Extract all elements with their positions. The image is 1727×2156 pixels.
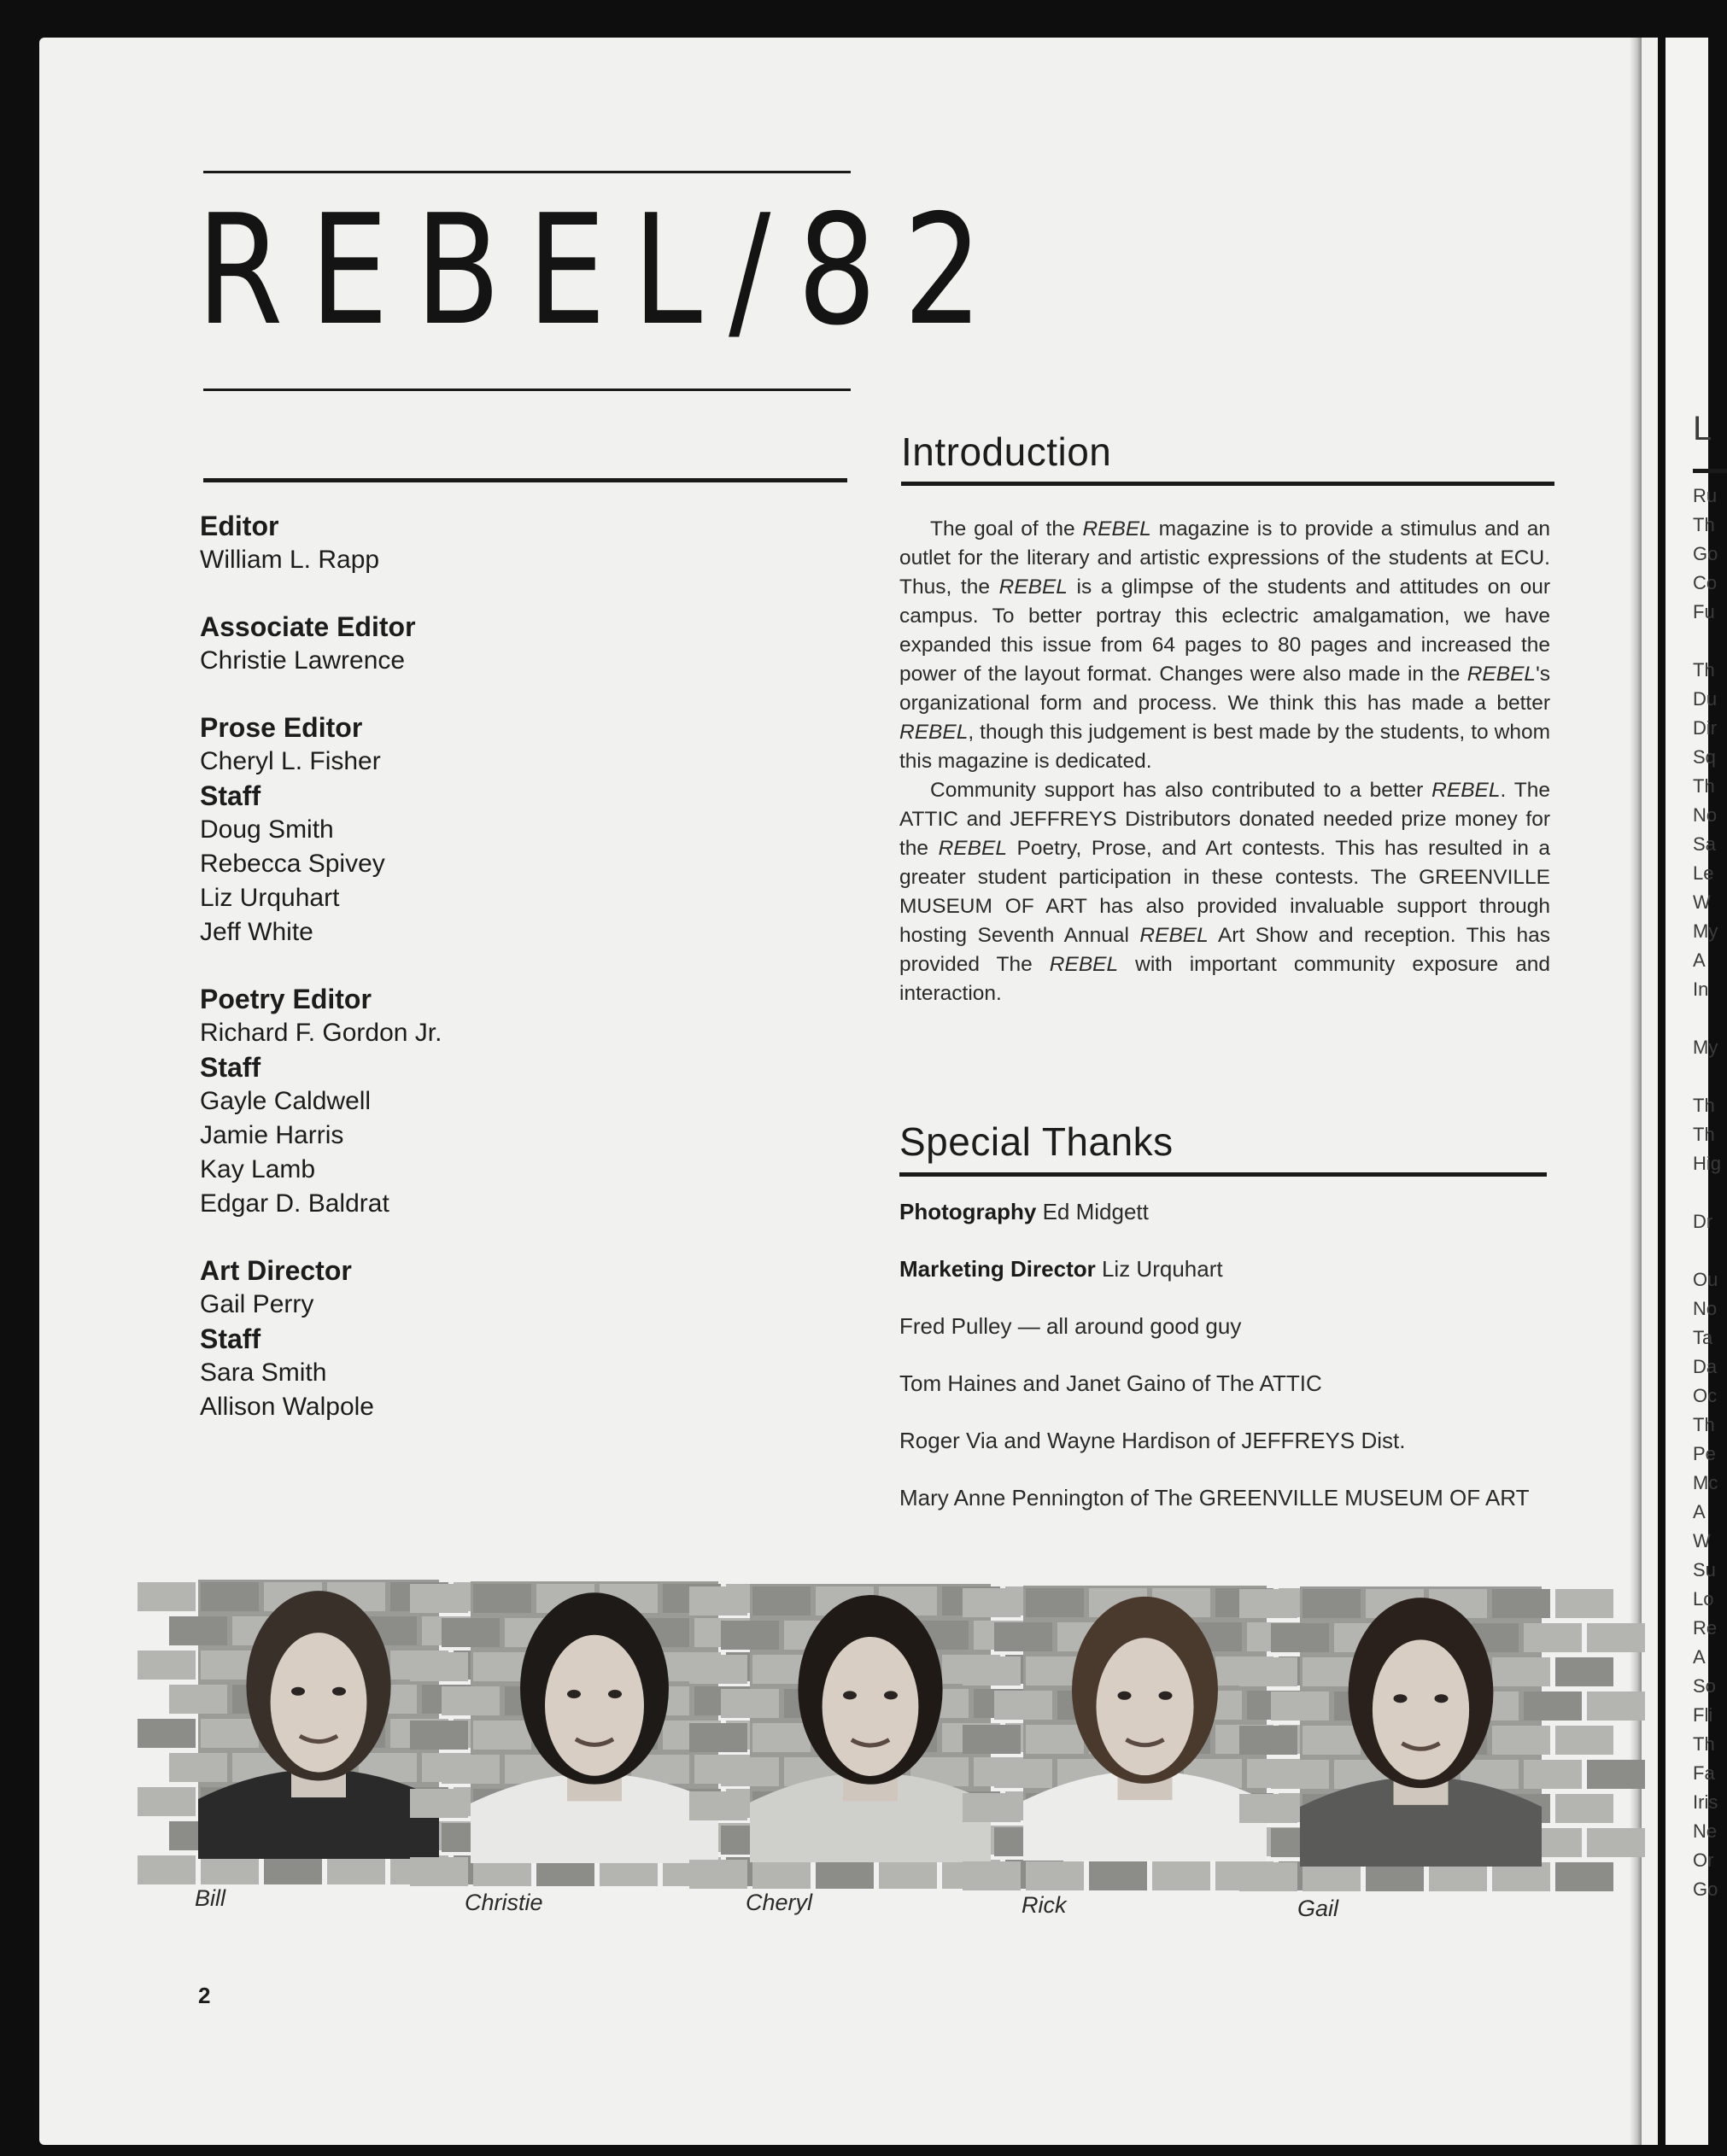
staff-name: William L. Rapp xyxy=(200,546,380,574)
facing-page-line: Th xyxy=(1693,1733,1715,1755)
facing-page-line: So xyxy=(1693,1675,1716,1697)
facing-page-line: Or xyxy=(1693,1849,1714,1871)
staff-name: Gayle Caldwell xyxy=(200,1087,372,1115)
staff-group xyxy=(200,710,644,949)
facing-page-line: W xyxy=(1693,1530,1711,1551)
facing-page-line: Dr xyxy=(1693,1211,1713,1232)
staff-name: Jamie Harris xyxy=(200,1121,344,1149)
thanks-item xyxy=(899,1370,1583,1399)
facing-page-line: Re xyxy=(1693,1617,1718,1639)
staff-name: Rebecca Spivey xyxy=(200,850,385,878)
thanks-text: Fred Pulley — all around good guy xyxy=(899,1313,1242,1339)
staff-name: Christie Lawrence xyxy=(200,646,406,675)
facing-page-line: Fa xyxy=(1693,1762,1715,1784)
facing-page-line: In xyxy=(1693,979,1709,1000)
thanks-label: Photography xyxy=(899,1199,1037,1224)
masthead-bottom-rule xyxy=(203,389,851,391)
staff-subheading: Staff xyxy=(200,1323,261,1354)
facing-page-line: Hig xyxy=(1693,1153,1722,1174)
thanks-text: Liz Urquhart xyxy=(1101,1256,1223,1282)
introduction-heading: Introduction xyxy=(901,429,1112,474)
photo-caption: Rick xyxy=(1022,1892,1067,1918)
thanks-text: Tom Haines and Janet Gaino of The ATTIC xyxy=(899,1370,1322,1396)
facing-page-line: Co xyxy=(1693,572,1718,593)
staff-group xyxy=(200,610,644,678)
facing-page-line: Ru xyxy=(1693,485,1718,506)
staff-photo xyxy=(1023,1586,1267,1861)
facing-page-line: Dir xyxy=(1693,717,1718,739)
facing-page-line: Su xyxy=(1693,1559,1716,1580)
facing-page-line: Go xyxy=(1693,1878,1718,1900)
thanks-item xyxy=(899,1485,1583,1514)
staff-role: Poetry Editor xyxy=(200,984,372,1014)
facing-page-line: No xyxy=(1693,804,1718,826)
masthead-top-rule xyxy=(203,171,851,173)
staff-name: Cheryl L. Fisher xyxy=(200,747,381,775)
staff-role: Associate Editor xyxy=(200,611,416,642)
introduction-paragraph: Community support has also contributed to a better REBEL. The ATTIC and JEFFREYS Distributors donated needed prize money for the REBEL Poetry, Prose, and Art contests. This has resulted in a greater student participation in these contests. The GREENVILLE MUSEUM OF ART has also provided invaluable support through hosting Seventh Annual REBEL Art Show and reception. This has provided The REBEL with important community exposure and interaction. xyxy=(899,779,1550,1005)
facing-page-line: Th xyxy=(1693,1414,1715,1435)
special-thanks-rule xyxy=(899,1172,1547,1177)
facing-page-line: Th xyxy=(1693,659,1715,681)
facing-page-line: Th xyxy=(1693,1095,1715,1116)
introduction-rule xyxy=(901,482,1554,486)
staff-name: Allison Walpole xyxy=(200,1393,374,1421)
left-edge-tick xyxy=(0,1945,39,1948)
facing-page-edge xyxy=(1666,38,1722,2145)
facing-page-line: Th xyxy=(1693,514,1715,535)
facing-page-line: No xyxy=(1693,1298,1718,1319)
facing-page-line: Ta xyxy=(1693,1327,1713,1348)
staff-subheading: Staff xyxy=(200,1052,261,1083)
facing-page-line: My xyxy=(1693,1037,1718,1058)
thanks-item xyxy=(899,1313,1583,1342)
facing-page-line: Go xyxy=(1693,543,1718,564)
staff-photo xyxy=(471,1581,718,1863)
staff-name: Liz Urquhart xyxy=(200,884,340,912)
staff-group xyxy=(200,1253,644,1424)
facing-page-line: Th xyxy=(1693,1124,1715,1145)
staff-name: Edgar D. Baldrat xyxy=(200,1189,389,1218)
thanks-label: Marketing Director xyxy=(899,1256,1096,1282)
facing-page-line: Le xyxy=(1693,862,1714,884)
staff-name: Kay Lamb xyxy=(200,1155,316,1183)
facing-page-line: Ou xyxy=(1693,1269,1718,1290)
staff-role: Art Director xyxy=(200,1255,352,1286)
special-thanks-heading: Special Thanks xyxy=(899,1119,1174,1164)
photo-caption: Cheryl xyxy=(746,1890,813,1915)
staff-subheading: Staff xyxy=(200,780,261,811)
thanks-item xyxy=(899,1256,1583,1285)
staff-photo xyxy=(198,1580,439,1859)
facing-page-line: A xyxy=(1693,1501,1706,1522)
staff-name: Doug Smith xyxy=(200,815,334,844)
facing-page-line: A xyxy=(1693,1646,1706,1668)
facing-page-line: Sq xyxy=(1693,746,1716,768)
facing-page-line: Lo xyxy=(1693,1588,1714,1610)
facing-page-line: W xyxy=(1693,891,1711,913)
thanks-item xyxy=(899,1199,1583,1228)
staff-name: Sara Smith xyxy=(200,1358,327,1387)
facing-page-line: Oc xyxy=(1693,1385,1718,1406)
facing-page-line: Du xyxy=(1693,688,1718,710)
staff-photo xyxy=(750,1584,991,1862)
facing-page-line: Pe xyxy=(1693,1443,1716,1464)
masthead-title: REBEL/82 xyxy=(196,182,1010,359)
facing-page-line: Fu xyxy=(1693,601,1715,622)
facing-page-rule xyxy=(1693,469,1727,473)
facing-page-line: Ne xyxy=(1693,1820,1718,1842)
thanks-item xyxy=(899,1428,1583,1457)
facing-page-line: A xyxy=(1693,949,1706,971)
photo-caption: Christie xyxy=(465,1890,543,1915)
special-thanks-list xyxy=(899,1199,1583,1542)
staff-name: Richard F. Gordon Jr. xyxy=(200,1019,442,1047)
introduction-body xyxy=(899,515,1550,1008)
facing-page-line: My xyxy=(1693,920,1718,942)
staff-name: Jeff White xyxy=(200,918,313,946)
thanks-text: Mary Anne Pennington of The GREENVILLE MUSEUM OF ART xyxy=(899,1485,1530,1510)
facing-page-line: Fli xyxy=(1693,1704,1713,1726)
staff-name: Gail Perry xyxy=(200,1290,314,1318)
staff-role: Prose Editor xyxy=(200,712,363,743)
staff-group xyxy=(200,509,644,577)
photo-caption: Bill xyxy=(195,1885,226,1911)
photo-caption: Gail xyxy=(1297,1896,1339,1921)
facing-page-line: Mc xyxy=(1693,1472,1718,1493)
staff-rule xyxy=(203,478,847,482)
staff-group xyxy=(200,982,644,1221)
staff-role: Editor xyxy=(200,511,279,541)
facing-page-line: Da xyxy=(1693,1356,1718,1377)
staff-list xyxy=(200,509,644,1457)
page-number: 2 xyxy=(198,1983,211,2008)
facing-page-heading: L xyxy=(1693,410,1712,447)
facing-page-line: Iris xyxy=(1693,1791,1718,1813)
staff-photo xyxy=(1300,1586,1542,1867)
thanks-text: Roger Via and Wayne Hardison of JEFFREYS Dist. xyxy=(899,1428,1406,1453)
facing-page-line: Th xyxy=(1693,775,1715,797)
thanks-text: Ed Midgett xyxy=(1042,1199,1149,1224)
facing-page-line: Sa xyxy=(1693,833,1716,855)
introduction-paragraph: The goal of the REBEL magazine is to provide a stimulus and an outlet for the literary and artistic expressions of the students at ECU. Thus, the REBEL is a glimpse of the students and attitudes on our campus. To better portray this eclectric amalgamation, we have expanded this issue from 64 pages to 80 pages and increased the power of the layout format. Changes were also made in the REBEL's organizational form and process. We think this has made a better REBEL, though this judgement is best made by the students, to whom this magazine is dedicated. xyxy=(899,517,1551,773)
